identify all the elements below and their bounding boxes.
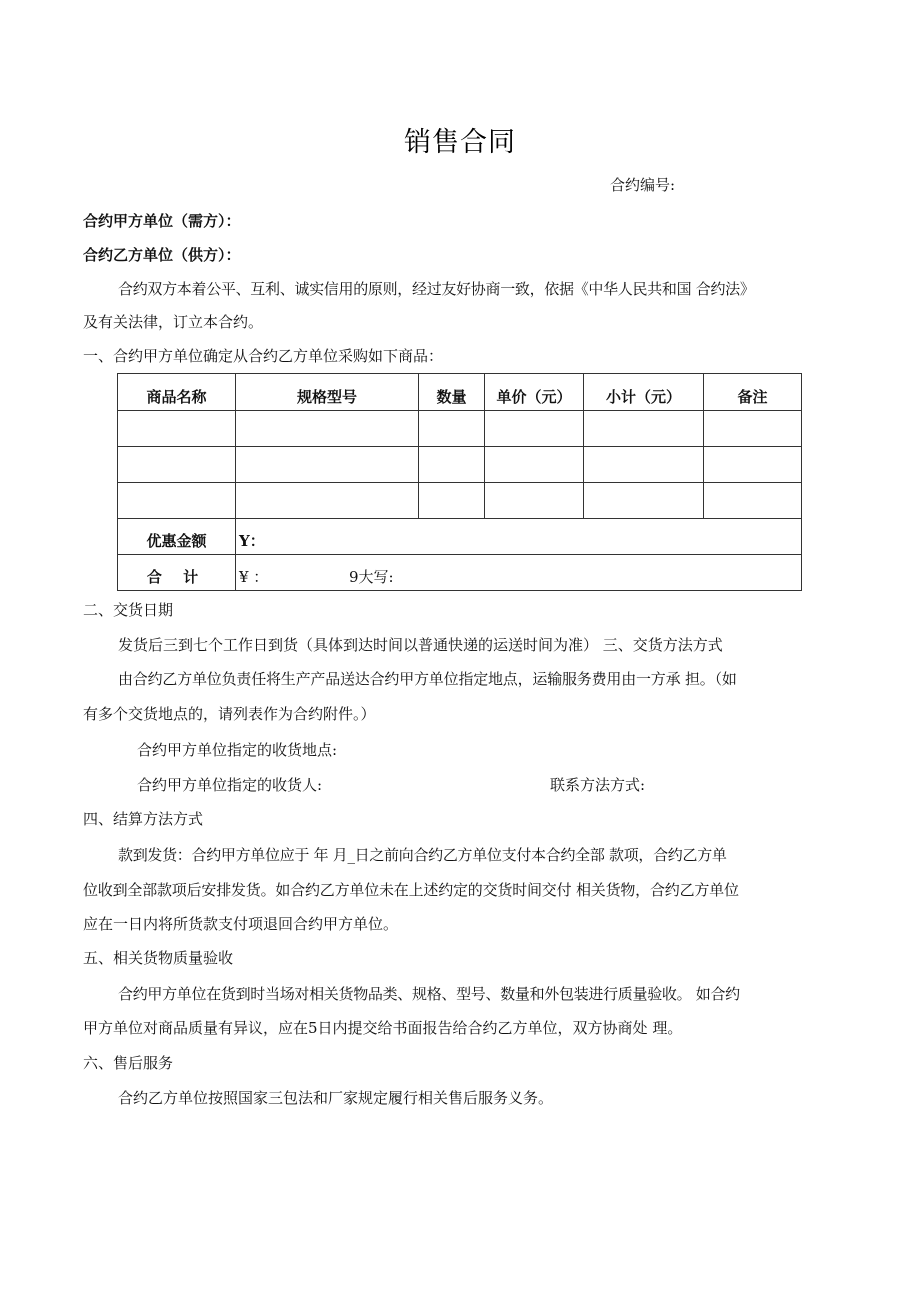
total-uppercase-label: 9大写: — [349, 568, 394, 586]
table-cell[interactable] — [485, 411, 584, 447]
table-cell[interactable] — [704, 483, 802, 519]
document-title: 销售合同 — [404, 127, 516, 158]
col-header-name: 商品名称 — [118, 374, 236, 411]
section3-line-1: 由合约乙方单位负责任将生产产品送达合约甲方单位指定地点，运输服务费用由一方承 担。（如 — [118, 670, 737, 688]
section2-heading: 二、交货日期 — [83, 601, 174, 619]
section2-text: 发货后三到七个工作日到货（具体到达时间以普通快递的运送时间为准） 三、交货方法方式 — [118, 636, 723, 654]
table-cell[interactable] — [419, 411, 485, 447]
table-cell[interactable] — [236, 447, 419, 483]
total-label: 合 计 — [118, 555, 236, 591]
table-cell[interactable] — [485, 447, 584, 483]
table-cell[interactable] — [118, 483, 236, 519]
table-cell[interactable] — [704, 411, 802, 447]
discount-label: 优惠金额 — [118, 519, 236, 555]
col-header-unit-price: 单价（元） — [485, 374, 584, 411]
table-cell[interactable] — [118, 447, 236, 483]
table-cell[interactable] — [704, 447, 802, 483]
delivery-address-label: 合约甲方单位指定的收货地点: — [137, 741, 338, 759]
section5-heading: 五、相关货物质量验收 — [83, 949, 234, 967]
table-cell[interactable] — [419, 483, 485, 519]
table-cell[interactable] — [584, 447, 704, 483]
total-row — [118, 555, 802, 591]
table-cell[interactable] — [118, 411, 236, 447]
table-cell[interactable] — [485, 483, 584, 519]
party-b-label: 合约乙方单位（供方）： — [83, 246, 241, 264]
col-header-qty: 数量 — [419, 374, 485, 411]
intro-line-2: 及有关法律，订立本合约。 — [83, 313, 264, 331]
table-row — [118, 447, 802, 483]
section4-heading: 四、结算方法方式 — [83, 810, 204, 828]
col-header-remark: 备注 — [704, 374, 802, 411]
section3-line-2: 有多个交货地点的，请列表作为合约附件。） — [83, 705, 376, 723]
section6-heading: 六、售后服务 — [83, 1054, 174, 1072]
col-header-spec: 规格型号 — [236, 374, 419, 411]
table-row — [118, 483, 802, 519]
total-amount: ¥ ： — [239, 568, 269, 586]
section6-text: 合约乙方单位按照国家三包法和厂家规定履行相关售后服务义务。 — [118, 1089, 554, 1107]
table-cell[interactable] — [584, 483, 704, 519]
section5-line-2: 甲方单位对商品质量有异议，应在5日内提交给书面报告给合约乙方单位，双方协商处 理。 — [83, 1019, 683, 1037]
table-cell[interactable] — [236, 411, 419, 447]
table-cell[interactable] — [419, 447, 485, 483]
discount-value[interactable]: Y： — [236, 519, 802, 555]
col-header-subtotal: 小计（元） — [584, 374, 704, 411]
contract-number-label: 合约编号: — [610, 176, 676, 194]
section4-line-3: 应在一日内将所货款支付项退回合约甲方单位。 — [83, 915, 399, 933]
section5-line-1: 合约甲方单位在货到时当场对相关货物品类、规格、型号、数量和外包装进行质量验收。 如合约 — [118, 985, 740, 1003]
receiver-label: 合约甲方单位指定的收货人: — [137, 776, 323, 794]
section1-heading: 一、合约甲方单位确定从合约乙方单位采购如下商品： — [83, 347, 444, 365]
total-value[interactable] — [236, 555, 802, 591]
table-row — [118, 411, 802, 447]
goods-table — [117, 373, 802, 591]
table-cell[interactable] — [236, 483, 419, 519]
section4-line-2: 位收到全部款项后安排发货。如合约乙方单位未在上述约定的交货时间交付 相关货物，合约乙方单位 — [83, 881, 739, 899]
table-cell[interactable] — [584, 411, 704, 447]
table-header-row — [118, 374, 802, 411]
party-a-label: 合约甲方单位（需方）： — [83, 212, 241, 230]
contact-label: 联系方法方式: — [550, 776, 646, 794]
intro-line-1: 合约双方本着公平、互利、诚实信用的原则，经过友好协商一致，依据《中华人民共和国 合约法》 — [118, 280, 755, 298]
section4-line-1: 款到发货：合约甲方单位应于 年 月_日之前向合约乙方单位支付本合约全部 款项，合约乙方单 — [118, 846, 727, 864]
discount-row — [118, 519, 802, 555]
